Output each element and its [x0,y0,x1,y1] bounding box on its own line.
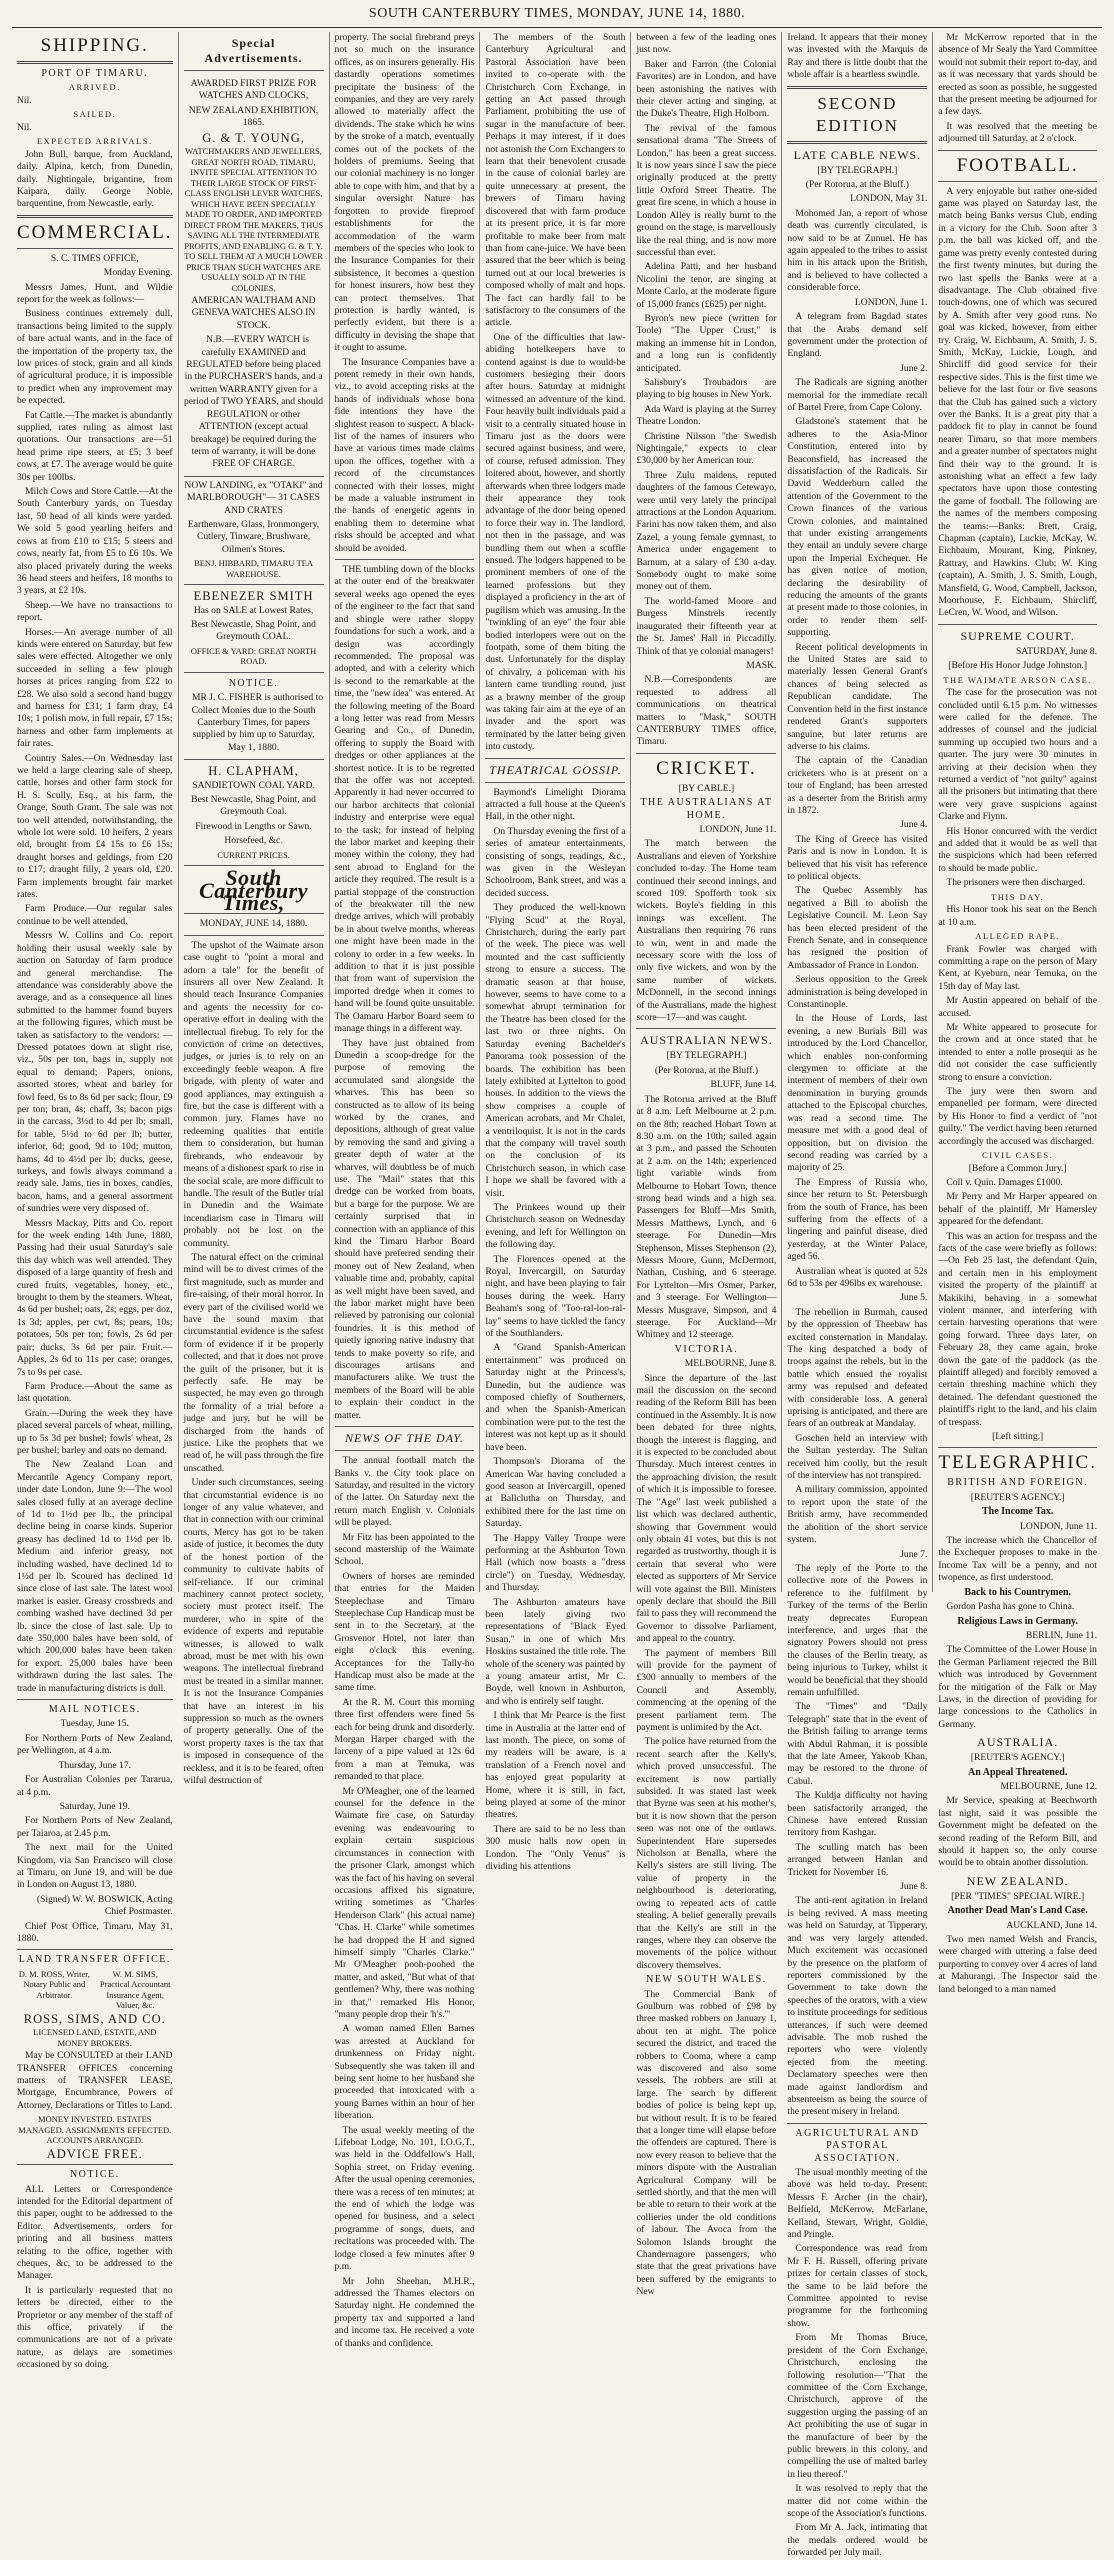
arrived-nil: Nil. [17,94,32,106]
vic-paragraph: The payment of members Bill will provide for the payment of £300 annually to members of the Council and Assembly, commencing at the opening of the present parliament term. The payment is unlimited by the Act. [636,1647,777,1733]
mail-sign-date: Chief Post Office, Timaru, May 31, 1880. [17,1920,173,1944]
cable-date: June 7. [900,1548,928,1560]
paragraph: It was resolved that the meeting be adjourned till Saturday, at 2 o'clock. [938,120,1097,145]
paragraph: Country Sales.—On Wednesday last we held a large clearing sale of sheep, cattle, horses and other farm stock for H. S. Scully, Esq., at his farm, the Orange, South Grant. The sale was not too well attended, notwithstanding, the whole lot were sold. 10 heifers, 2 years old, brought from £4 15s to £6 15s; draught horses and geldings, from £20 to £17; draught filly, 2 years old, £20. Farm implements brought fair market rates. [17,752,173,901]
divider [485,782,625,783]
telegram-paragraph: The Committee of the Lower House in the German Parliament rejected the Bill which was introduced by Government for the mitigation of the Falk or May Laws, in the direction of providing for large concessions to the Catholics in Germany. [938,1644,1097,1730]
football-heading: FOOTBALL. [956,154,1079,176]
theatre-item: They produced the well-known "Flying Scud" at the Royal, Christchurch, during the early part of the week. The piece was well mounted and the cast sufficiently strong to ensure a success. The dramatic season at that house, however, seems to have come to a somewhat abrupt termination for the Theatre has been closed for the last two or three nights. On Saturday evening Bachelder's Panorama took possession of the boards. The exhibition has been lately exhibited at Lyttelton to good houses. In addition to the views the show comprises a couple of American acrobats, and Mr Chalet, a ventriloquist. It is not in the cards that the company will travel south on the conclusion of its Christchurch season, in which case I hope we shall be favored with a visit. [485,902,626,1199]
paragraph: Milch Cows and Store Cattle.—At the South Canterbury yards, on Tuesday last, 50 head of all kinds were yarded. We sold 5 good yearling heifers and cows at from £10 to £15; 5 steers and cows, nearly fat, from £5 to £6 10s. We also placed privately during the weeks 36 head steers and heifers, 18 months to 3 years, at £2 10s. [17,486,173,597]
sc-before: [Before His Honor Judge Johnston.] [948,660,1088,672]
agricultural-heading: AGRICULTURAL AND PASTORAL ASSOCIATION. [795,2127,920,2164]
divider [787,2123,927,2124]
news-item: Mr Fitz has been appointed to the second mastership of the Waimate School. [334,1531,475,1568]
divider [938,1447,1097,1448]
ad-line: OFFICE & YARD: GREAT NORTH ROAD. [190,645,317,667]
cricket-sub: THE AUSTRALIANS AT HOME. [640,797,773,821]
news-item: Owners of horses are reminded that entries for the Maiden Steeplechase and Timaru Steeplechase Cup Handicap must be sent in to the Secretary, at the Grosvenor Hotel, not later than eight o'clock this evening. Acceptances for the Tally-ho Handicap must also be made at the same time. [334,1570,475,1694]
mail-line: Thursday, June 17. [58,1759,131,1771]
supreme-court-heading: SUPREME COURT. [960,628,1075,643]
sc-paragraph: The case for the prosecution was not concluded until 6.15 p.m. No witnesses were called for the defence. The addresses of counsel and the judicial summing up occupied two hours and a quarter. The jury were 30 minutes in arriving at their decision when they returned a verdict of "not guilty" against all the prisoners but intimating that there were very grave suspicions against Clarke and Flynn. [938,687,1097,823]
cable-item: The "Times" and "Daily Telegraph" state that in the event of the British failing to arrange terms with Abdul Rahman, it is possible that the late Ameer, Yakoob Khan, may be restored to the throne of Cabul. [787,1701,928,1787]
ad-line: Earthenware, Glass, Ironmongery, Cutlery, Tinware, Brushware, Oilmen's Stores. [187,518,320,555]
land-free: ADVICE FREE. [46,2146,143,2161]
land-right: W. M. SIMS, Practical Accountant Insurance Agent, Valuer, &c. [99,1968,171,2011]
paragraph: Christine Nilsson "the Swedish Nightingale," expects to clear £30,000 by her American tour. [636,430,777,467]
vic-date: MELBOURNE, June 8. [684,1358,777,1370]
australian-news-heading: AUSTRALIAN NEWS. [640,1033,773,1048]
paragraph: between a few of the leading ones just now. [636,32,777,56]
telegram-paragraph: Mr Service, speaking at Beechworth last night, said it was possible the Government might be defeated on the second reading of the Reform Bill, and should it happen so, the only course would be to obtain another dissolution. [938,1795,1097,1869]
new-zealand-heading: NEW ZEALAND. [966,1873,1069,1888]
reuter-line: [REUTER'S AGENCY.] [970,1491,1065,1503]
land-paragraph: May be CONSULTED at their LAND TRANSFER OFFICES concerning matters of TRANSFER LEASE, Mortgage, Encumbrance, Powers of Attorney, Declarations or Titles to Land. [17,2050,173,2111]
ad-paragraph: N.B.—EVERY WATCH is carefully EXAMINED and REGULATED before being placed in the PURCHASER'S hands, and a written WARRANTY given for a period of TWO YEARS, and should REGULATION or other ATTENTION (except actual breakage) be required during the term of warranty, it will be done FREE OF CHARGE. [183,334,324,470]
cable-item: A telegram from Bagdad states that the Arabs demand self government under the protection of England. [787,311,928,360]
column-1 [12,32,179,2371]
mail-line: Saturday, June 19. [59,1800,130,1812]
aus-date: BLUFF, June 14. [710,1079,777,1091]
cable-item: The Radicals are signing another memorial for the immediate recall of Bartel Frere, from Cape Colony. [787,377,928,413]
paragraph: The New Zealand Loan and Mercantile Agency Company report, under date London, June 9:—The wool sales closed fully at an average decline of 1d to 1½d per lb., the principal decline being in coarse kinds. Superior greasy has declined 1d to 1½d per lb. Medium and inferior greasy, not including washed, have declined 1d to 1½d per lb. Scoured has declined 1d since close of last sale. The latest wool market is easier. Greasy crossbreds and combing washed have declined 3d per lb. since the close of last sale. Up to date 350,000 bales have been sold, of which 200,000 bales have been taken for export. 25,000 bales have been withdrawn during the last sales. The trade in manufacturing districts is dull. [17,1459,173,1694]
theatre-item: I think that Mr Pearce is the first time in Australia at the latter end of last month. The piece, on some of my readers will be aware, is a translation of a French novel and has enjoyed great popularity at Home, where it is still, in fact, being played at some of the minor theatres. [485,1710,626,1821]
divider [636,753,776,754]
cable-date: June 4. [900,819,928,831]
ad-line: SANDIETOWN COAL YARD. [192,779,315,791]
hibbard-advert [184,477,324,585]
dm-date: AUCKLAND, June 14. [1006,1919,1097,1931]
column-2 [179,32,330,1786]
paragraph: Baker and Farron (the Colonial Favorites) are in London, and have been astonishing the natives with their clever acting and singing, at the Duke's Theatre, High Holborn. [636,58,777,120]
ad-line: BENJ. HIBBARD, TIMARU TEA WAREHOUSE. [194,558,313,579]
british-foreign-heading: BRITISH AND FOREIGN. [947,1477,1089,1489]
telegram-paragraph: The increase which the Chancellor of the Exchequer proposes to make in the Income Tax will be a penny, and not twopence, as first understood. [938,1535,1097,1584]
ad-paragraph: MR J. C. FISHER is authorised to Collect Monies due to the South Canterbury Times, for papers supplied by him up to Saturday, May 1, 1880. [191,692,324,753]
paragraph: Business continues extremely dull, transactions being limited to the supply of bare actual wants, and in the face of the importation of the property tax, the low prices of stock, grain and all kinds of agricultural produce, it is impossible to predict when any improvement may be expected. [17,308,173,407]
cable-item: The Kuldja difficulty not having been satisfactorily arranged, the Chinese have entered Russian territory from Kashgar. [787,1790,928,1839]
land-left: D. M. ROSS, Writer, Notary Public and Arbitrator. [18,1968,90,2000]
appeal-heading: An Appeal Threatened. [967,1766,1068,1778]
paragraph: The world-famed Moore and Burgess Minstrels recently inaugurated their fifteenth year at the St. James' Hall in Piccadilly. Think of that ye colonial managers! [636,595,777,657]
cable-item: Goschen held an interview with the Sultan yesterday. The Sultan received him coolly, but the result of the interview has not transpired. [787,1432,928,1482]
paragraph: Fat Cattle.—The market is abundantly supplied, rates ruling as almost last quotations. Our transactions are—51 head prime ripe steers, at £5; 3 beef cows, at £7. The average would be quite 30s per 100lbs. [17,409,173,483]
nameplate: South Canterbury Times, [199,865,308,915]
paragraph: Messrs Mackay, Pitts and Co. report for the week ending 14th June, 1880, Passing had their usual Saturday's sale this day which was well attended. They disposed of a large quantity of fresh and cured fruits, vegetables, honey, etc., brought to them by the steamers. Wheat, 4s 6d per bushel; oats, 2s; eggs, per doz, 1s 3d; apples, per cwt, 8s; pears, 10s; potatoes, 50s per ton; fowls, 2s 6d per pair; ducks, 3s 6d per pair. Fruit.—Apples, 2s 6d to 11s per case; oranges, 7s to 9s per case. [17,1217,173,1378]
sc-paragraph: Mr Austin appeared on behalf of the accused. [938,995,1097,1019]
clapham-advert [184,760,324,866]
sc-paragraph: Frank Fowler was charged with committing a rape on the person of Mary Kent, at Kyeburn, near Temuka, on the 15th day of May last. [938,943,1097,992]
leader-paragraph: Under such circumstances, seeing that circumstantial evidence is no longer of any value whatever, and that in connection with our criminal courts, Mercy has got to be taken aside of justice, it becomes the duty of the honest portion of the community to cultivate habits of self-reliance. If our criminal machinery cannot protect society, society must protect itself. The murderer, who in spite of the evidence of experts and reputable witnesses, is allowed to walk abroad, must be met with his own weapons. The intellectual firebrand must be treated in a similar manner. It is not the Insurance Companies that have an interest in his suppression so much as the owners of property generally. One of the worst property taxes is the tax that is imposed in consequence of the reckless, and it is to be feared, often wilful destruction of [183,1477,324,1786]
divider [17,2164,173,2165]
young-advert [184,75,324,477]
expected-text: John Bull, barque, from Auckland, daily. Alpina, ketch, from Dunedin, daily. Nightingale, brigantine, from Kaipara, daily. George Noble, barquentine, from Newcastle, early. [17,148,173,210]
sc-paragraph: The jury were then sworn and empanelled per formam, were directed by His Honor to find a verdict of "not guilty." The verdict having been returned accordingly the accused was discharged. [938,1085,1097,1147]
theatre-item: The Happy Valley Troupe were performing at the Ashburton Town Hall (which now boasts a "dress circle") on Tuesday, Wednesday, and Thursday. [485,1532,626,1594]
mail-heading: MAIL NOTICES. [48,1704,141,1716]
paragraph: They have just obtained from Dunedin a scoop-dredge for the purpose of removing the accumulated sand alongside the wharves. This has been so constructed as to allow of its being worked by the cranes, and depositions, although of great value by removing the sand and giving a greater depth of water at the wharves, will doubtless be of much use. The "Mail" states that this dredge can be worked from boats, but a barge for the purpose. We are certainly surprised that in connection with an appliance of this kind the Timaru Harbor Board should have preferred sending their money out of New Zealand, when valuable time and, probably, capital as well might have been saved, and the labor market might have been relieved by patronising our colonial foundries. It is this method of quietly ignoring native industry that tends to make poverty so rife, and discourages artisans and manufacturers alike. We trust the members of the Board will be able to explain their conduct in the matter. [334,1037,475,1421]
income-tax-heading: The Income Tax. [981,1506,1054,1518]
agri-paragraph: It was resolved to reply that the matter did not come within the scope of the Association's functions. [787,2483,928,2519]
reuter-line: [REUTER'S AGENCY.] [970,1752,1065,1764]
aus-via: (Per Rotorua, at the Bluff.) [654,1064,759,1076]
sc-paragraph: The prisoners were then discharged. [946,877,1086,889]
divider [17,61,173,64]
paragraph: Byron's new piece (written for Toole) "The Upper Crust," is making an immense hit in London, and a long run is confidently anticipated. [636,312,777,374]
cable-date: LONDON, June 1. [854,296,928,308]
commercial-heading: COMMERCIAL. [17,221,173,243]
divider [787,86,927,89]
ad-name: G. & T. YOUNG, [202,130,305,145]
it-date: LONDON, June 11. [1020,1520,1097,1532]
cable-item: The King of Greece has visited Paris and is now in London. It is believed that his visit has reference to political objects. [787,833,928,882]
dead-man-heading: Another Dead Man's Land Case. [947,1905,1088,1917]
cable-item: The captain of the Canadian cricketers who is at present on a tour of England, has been arrested as a deserter from the British army in 1872. [787,755,928,816]
divider [335,559,475,560]
mail-line: For Northern Ports of New Zealand, per Wellington, at 4 a.m. [17,1732,173,1757]
smith-advert [184,585,324,673]
leader-paragraph: The upshot of the Waimate arson case ought to "point a moral and adorn a tale" for the benefit of insurers all over New Zealand. It should teach Insurance Companies and agents the necessity for co-operative effort in dealing with the intellectual firebug. To rely for the conviction of crime on detectives, judges, or juries is to rely on an exceedingly feeble weapon. A fire brigade, with plenty of water and good appliances, may extinguish a fire, but the case is different with a common jury. Flames have no redeeming qualities that entitle them to consideration, but human firebrands, who endeavour by means of a dishonest spark to rise in the social scale, are more difficult to handle. The result of the Butler trial in Dunedin and the Waimate incendiarism case in Timaru will probably not be lost on the community. [183,939,324,1249]
divider [335,1450,475,1451]
theatre-item: The Ashburton amateurs have been lately giving two representations of "Black Eyed Susan," in one of which Mrs Hoskins sustained the title role. The whole of the scenery was painted by a young amateur artist, Mr C. Boyde, well known in Ashburton, and who is entirely self taught. [485,1596,626,1707]
cable-item: Gladstone's statement that he adheres to the Asia-Minor Constitution, entered into by Beaconsfield, has increased the dissatisfaction of the Radicals. Sir David Wedderburn called the attention of the Government to the Crown finances of the various Crown colonies, and maintained that under existing arrangements they entail an unduly severe charge upon the Imperial Exchequer. He has given notice of motion, declaring the desirability of reducing the amounts of the grants at present made to those colonies, in order to render them self-supporting. [787,416,928,639]
special-heading: Special Advertisements. [204,36,303,65]
paragraph: Horses.—An average number of all kinds were entered on Saturday, but few sales were effected. Altogether we only succeeded in selling a few plough horses at prices ranging from £22 to £28. We also sold a second hand buggy and harness for £31; 1 farm dray, £4 10s; 1 polish mow, in full repair, £7 15s; harness and other farm implements at fair rates. [17,626,173,750]
cable-date: June 5. [900,1292,928,1304]
victoria-heading: VICTORIA. [674,1343,739,1355]
nz-by: [PER "TIMES" SPECIAL WIRE.] [951,1890,1085,1902]
column-7 [933,32,1102,1995]
vic-paragraph: Since the departure of the last mail the discussion on the second reading of the Reform Bill has been continued in the Assembly. It is now been debated for three nights, though the interest is flagging, and it is expected to be concluded about Thursday. Much interest centres in the approaching division, the result of which it is impossible to foresee. The "Age" last week published a list which was declared authentic, showing that Government would only obtain 41 votes, but this is not regarded as trustworthy, though it is certain that several who were elected as supporters of Mr Service will vote against the Bill. Ministers openly declare that should the Bill fail to pass they will recommend the Governor to dissolve Parliament, and appeal to the country. [636,1372,777,1645]
office-line: S. C. TIMES OFFICE, [50,252,139,264]
issue-date: MONDAY, JUNE 14, 1880. [199,918,308,930]
masthead: SOUTH CANTERBURY TIMES, MONDAY, JUNE 14, 1880. [12,4,1102,28]
mail-line: For Northern Ports of New Zealand, per Taiaroa, at 2.45 p.m. [17,1815,173,1839]
cable-item: Mohomed Jan, a report of whose death was currently circulated, is now said to be at Zunuel. He has again appealed to the tribes to assist him in his attack upon the British, and is believed to have collected a considerable force. [787,207,928,294]
civil-cases-heading: CIVIL CASES. [982,1150,1054,1160]
ad-line: Best Newcastle, Shag Point, and Greymouth COAL. [191,618,316,643]
paragraph: Adelina Patti, and her husband Nicolini the tenor, are singing at Monte Carlo, at the moderate figure of 15,000 francs (£625) per night. [636,261,777,310]
news-item: Mr O'Meagher, one of the learned counsel for the defence in the Waimate fire case, on Saturday evening was endeavouring to explain certain suspicious circumstances in connection with the prisoner Clark, amongst which was the fact of his having on several occasions affixed his signature, writing sometimes as "Charles Henderson Clark" (his actual name) "Chas. H. Clarke" while sometimes he had dropped the H and signed himself simply "Charles Clarke." Mr O'Meagher pooh-poohed the matter, and asked, "But what of that gentlemen? Why, there was nothing in that," remarked His Honor, "many people drop their 'h's.'" [334,1785,475,2020]
expected-label: EXPECTED ARRIVALS. [36,136,153,147]
theatre-item: On Thursday evening the first of a series of amateur entertainments, consisting of songs, readings, &c., was given in the Wesleyan Schoolroom, Bank street, and was a decided success. [485,825,626,899]
cable-via: (Per Rotorua, at the Bluff.) [805,179,909,191]
sc-paragraph: This was an action for trespass and the facts of the case were briefly as follows:—On Feb 25 last, the defendant Quin, and certain men in his employment visited the property of the plaintiff at Makikihi, behaving in a somewhat violent manner, and interfering with certain harvesting operations that were going forward. Three days later, on February 28, they came again, broke down the gate of the paddock (as the plaintiff alleged) and forcibly removed a certain threshing machine which they detained. The defendant questioned the plaintiff's right to the land, and his claim of trespass. [938,1230,1097,1428]
theatre-item: The Prinkees wound up their Christchurch season on Wednesday evening, and left for Wellington on the following day. [485,1201,626,1251]
paragraph: Three Zulu maidens, reputed daughters of the famous Cetewayo, were until very lately the principal attractions at the London Aquarium. Farini has now taken them, and also Zazel, a young female gymnast, to America under engagement to Barnum, at a salary of £30 a-day. Somebody ought to make some money out of them. [636,469,777,593]
news-item: At the R. M. Court this morning three first offenders were fined 5s each for being drunk and disorderly. Morgan Harper charged with the larceny of a pipe valued at 12s 6d from a man at Temuka, was remanded to that place. [334,1696,475,1783]
ad-line: NEW ZEALAND EXHIBITION, 1865. [188,104,319,129]
paragraph: Salisbury's Troubadors are playing to big houses in New York. [636,376,777,401]
paragraph: Farm Produce.—Our regular sales continue to be well attended. [17,903,173,927]
divider [787,141,927,144]
cable-item: Recent political developments in the United States are said to materially lessen General Grant's chances of being selected as Republican candidate. The Convention held in the first instance rendered Grant's supporters sanguine, but later returns are adverse to his claims. [787,641,928,752]
land-sub: LICENSED LAND, ESTATE, AND MONEY BROKERS. [33,2027,157,2048]
ad-line: Has on SALE at Lowest Rates, [193,604,314,616]
divider [17,1699,173,1700]
cable-item: In the House of Lords, last evening, a new Burials Bill was introduced by the Lord Chancellor, which enables non-conforming clergymen to officiate at the interment of members of their own denomination in burying grounds attached to the Episcopal churches, was read a second time. The measure met with a good deal of opposition, but on division the second reading was carried by a majority of 25. [787,1013,928,1174]
cricket-paragraph: The match between the Australians and eleven of Yorkshire concluded to-day. The Home team continued their second innings, and scored 109. Spofforth took six wickets. Boyle's fielding in this innings was excellent. The Australians then requiring 76 runs to win, went in and made the necessary score with the loss of only five wickets, and won by the same number of wickets. McDonnell, in the second innings of the Australians, made the highest score—17—and was caught. [636,838,777,1024]
cable-date: LONDON, May 31. [850,193,928,205]
column-5 [631,32,782,2298]
ad-line: Horsefeed, &c. [224,835,283,847]
divider [335,1426,475,1427]
mask-signature: MASK. [746,659,777,671]
divider [17,1949,173,1950]
ad-line: AMERICAN WALTHAM AND GENEVA WATCHES ALSO IN STOCK. [191,295,316,331]
agri-paragraph: Correspondence was read from Mr F. H. Russell, offering private prizes for certain classes of stock, the same to be laid before the Committee appointed to revise programme for the forthcoming show. [787,2243,928,2329]
paragraph: The members of the South Canterbury Agricultural and Pastoral Association have been invited to co-operate with the Christchurch Corn Exchange, in getting an Act passed through Parliament, prohibiting the use of sugar in the manufacture of beer. Perhaps it may interest, if it does not astonish the Corn Exchangers to learn that their benevolent crusade in the cause of colonial barley are quite unnecessary at present, the brewers of Timaru having discovered that with farm produce at its present price, it is far more profitable to make beer from malt than from cane-juice. We have been assured that the beer which is being turned out at our local breweries is composed wholly of malt and hops. The fact can hardly fail to be satisfactory to the consumers of the article. [485,32,626,329]
sc-paragraph: His Honor concurred with the verdict and added that it would be as well that the suspicions which had been referred to should be made public. [938,825,1097,874]
news-item: The usual weekly meeting of the Lifeboat Lodge, No. 101, I.O.G.T., was held in the Oddfellow's Hall, Sophia street, on Friday evening. After the usual opening ceremonies, there was a recess of ten minutes; at the end of which the lodge was opened for business, and a select programme of songs, duets, and recitations was proceeded with. The lodge closed a few minutes after 9 p.m. [334,2124,475,2273]
paragraph: THE tumbling down of the blocks at the outer end of the breakwater several weeks ago opened the eyes of the engineer to the fact that sand and shingle were rather sloppy foundations for such a work, and a design was accordingly recommended. The proposal was adopted, and with a celerity which is second to the remarkable at the time, the "new idea" was entered. At the following meeting of the Board a long letter was read from Messrs Gearing and Co., of Dunedin, offering to supply the Board with dredges or other appliances at the shortest notice. It is to be regretted that the offer was not accepted. Apparently it had never occurred to our harbor architects that colonial industry and enterprise were equal to the task; for instead of helping the labor market and keeping their money within the colony, they had sent abroad to England for the article they required. The result is a partial stoppage of the construction of the breakwater till the new dredge arrives, which will probably be in about twelve months, whereas one might have been made in the colony to order in a few weeks. In addition to that it is just possible that from want of supervision the imported dredge when it comes to hand will be found quite unsuitable. The Oamaru Harbor Board seem to manage things in a different way. [334,564,475,1035]
cable-item: The anti-rent agitation in Ireland is being revived. A mass meeting was held on Saturday, at Tipperary, and was very largely attended. Much excitement was occasioned by the presence on the platform of reporters commissioned by the Government to take down the speeches of the orators, with a view to institute proceedings for seditious utterances, if such were deemed advisable. The mob rushed the reporters who were violently ejected from the meeting. Declamatory speeches were then made against landlordism and absenteeism as being the source of the present misery in Ireland. [787,1895,928,2118]
divider [184,935,324,936]
ad-line: Best Newcastle, Shag Point, and Greymouth Coal. [191,794,316,818]
divider [485,758,625,759]
cable-heading: LATE CABLE NEWS. [793,147,922,162]
agri-paragraph: From Mr A. Jack, intimating that the medals ordered would be forwarded per July mail. [787,2522,928,2559]
columns [12,32,1102,2559]
football-paragraph: A very enjoyable but rather one-sided game was played on Saturday last, the match being Banks versus Club, ending in a victory for the Club. Soon after 3 p.m. the ball was kicked off, and the game was pretty evenly contested during the first twenty minutes, but during the two last spells the Banks were at a disadvantage. The Club obtained five touch-downs, one of which was secured by A. Smith after very good runs. No goal was kicked, however, from either try. Craig, W. Eichbaum, A. Smith, J. S. Smith, McKay, Luckie, Lough, and Shircliff did good service for their respective sides. This is the first time we believe for the last four or five seasons that the Club has gained such a victory over the Banks. It is a great pity that a paddock fit to play in cannot be found nearer Timaru, so that more members and a greater number of spectators might find their way to the ground. It is astonishing what an effect a few lady spectators have upon those contesting the game of football. The following are the names of the members composing the teams:—Banks: Brett, Craig, Chapman (captain), Luckie, McKay, W. Eichbaum, Mourant, King, Pinkney, Rattray, and Hawkins. Club: W. King (captain), A. Smith, J. S. Smith, Lough, Mansfield, G. Wood, Campbell, Jackson, Moorhouse, F. Eichbaum, Shircliff, LeCren, W. Wood, and Wilson. [938,185,1097,619]
cable-item: The reply of the Porte to the collective note of the Powers in reference to the fulfilment by Turkey of the terms of the Berlin treaty deprecates European interference, and urges that the signatory Powers should not press the clauses of the Berlin treaty, as being injurious to Turkey, whilst it would be beneficial that they should remain unfulfilled. [787,1562,928,1698]
notice-paragraph: ALL Letters or Correspondence intended for the Editorial department of this paper, ought to be addressed to the Editor. Advertisements, orders for printing and all business matters relating to the office, together with cheques, &c, to be addressed to the Manager. [17,2183,173,2282]
agri-paragraph: From Mr Thomas Bruce, president of the Corn Exchange, Christchurch, enclosing the following resolution—"That the committee of the Corn Exchange, Christchurch, approve of the suggestion urging the passing of an Act prohibiting the use of sugar in the manufacture of beer by the public brewers in this colony, and compelling the use of malted barley in lieu thereof." [787,2332,928,2480]
news-item: A woman named Ellen Barnes was arrested at Auckland for drunkenness on Friday night. Subsequently she was taken ill and being sent home to her husband she proceeded that intoxicated with a young Barnes within an hour of her liberation. [334,2023,475,2122]
theatre-item: A "Grand Spanish-American entertainment" was produced on Saturday night at the Princess's, Dunedin, but the audience was composed chiefly of Southerners, and when the Spanish-American combination were put to the test the interest was not kept up as it should have been. [485,1342,626,1453]
nsw-heading: NEW SOUTH WALES. [646,1974,767,1986]
column-4 [480,32,631,1873]
rl-date: BERLIN, June 11. [1025,1629,1097,1641]
telegram-paragraph: Two men named Welsh and Francis, were charged with uttering a false deed purporting to convey over 4 acres of land at Mahurangi. The Inspector said the land belonged to a man named [938,1934,1097,1995]
divider [184,70,324,71]
notice-heading: NOTICE. [228,677,279,689]
alleged-rape-heading: ALLEGED RAPE. [975,931,1061,941]
divider [17,248,173,249]
fisher-notice [184,673,324,760]
leader-paragraph: The natural effect on the criminal mind will be to divest crimes of the first magnitude, such as murder and fire-raising, of their moral horror. In every part of the civilised world we have the sound maxim that circumstantial evidence is the safest form of evidence if it be properly collected, and that it does not prove the guilt of the prisoner, but it is perfectly safe. He may be suspected, he may even go through the formality of a trial before a judge and jury, but he will be discharged from the hands of justice. Like the prophets that we read of, he will pass through the fire unscathed. [183,1251,324,1474]
divider [938,181,1097,182]
cricket-by: [BY CABLE.] [678,782,735,794]
cable-item: The rebellion in Burmah, caused by the oppression of Theebaw has excited consternation in Mandalay. The king despatched a body of troops against the rebels, but in the battle which ensued the royalist army was repulsed and defeated with considerable loss. A general uprising is anticipated, and there are fears of an outbreak at Mandalay. [787,1306,928,1430]
theatre-item: The Florences opened at the Royal, Invercargill, on Saturday night, and have been playing to fair houses during the week. Harry Beaham's song of "Too-ral-loo-ral-lay" seems to have tickled the fancy of the Southlanders. [485,1253,626,1340]
paragraph: The Insurance Companies have a potent remedy in their own hands, viz., to avoid accepting risks at the hands of individuals whose bona fide intentions they have the slightest reason to suspect. A black-list of the names of insurers who have at various times made claims upon the offices, together with a record of the circumstances connected with their losses, might be made a valuable instrument in the hands of energetic agents in enabling them to determine what risks should be accepted and what should be avoided. [334,356,475,554]
paragraph: Sheep.—We have no transactions to report. [17,599,173,624]
sc-paragraph: His Honor took his seat on the Bench at 10 a.m. [938,904,1097,928]
land-names [17,1969,173,2011]
cricket-heading: CRICKET. [656,757,757,779]
paragraph: One of the difficulties that law-abiding hotelkeepers have to contend against is due to would-be customers besieging their doors after hours. Saturday at midnight witnessed an adventure of the kind. Four heavily built individuals paid a visit to a centrally situated house in Timaru just as the doors were secured against business, and were, of course, refused admission. They loitered about, however, and shortly afterwards when three lodgers made their appearance they took advantage of the door being opened to force their way in. The landlord, not then in the passage, and was bundling them out when a scuffle ensued. The lodgers happened to be prominent members of one of the learned professions but they displayed a proficiency in the art of pugilism which was amusing. In the "twinkling of an eye" the four able bodied interlopers were out on the footpath, some of them biting the dust. Unfortunately for the display of chivalry, a policeman with his lantern came trundling round, just as a brawny member of the group was taking fair aim at the eye of an invader and the sport was terminated by the latter being given into custody. [485,331,626,753]
land-foot: MONEY INVESTED. ESTATES MANAGED. ASSIGNMENTS EFFECTED. ACCOUNTS ARRANGED. [18,2114,172,2146]
countrymen-heading: Back to his Countrymen. [964,1586,1072,1598]
theatre-item: There are said to be no less than 300 music halls now open in London. The "Only Venus" is dividing his attentions [485,1823,626,1873]
australia-heading: AUSTRALIA. [977,1735,1059,1750]
arrived-label: ARRIVED. [68,82,121,93]
telegraphic-heading: TELEGRAPHIC. [938,1452,1097,1474]
sc-paragraph: Mr White appeared to prosecute for the crown and at once stated that he intended to enter a nolle prosequi as he did not consider the case sufficiently strong to ensure a conviction. [938,1021,1097,1083]
sc-paragraph: Mr Perry and Mr Harper appeared on behalf of the plaintiff, Mr Hamersley appeared for the defendant. [938,1191,1097,1228]
ad-line: WATCHMAKERS AND JEWELLERS, GREAT NORTH ROAD, TIMARU, INVITE SPECIAL ATTENTION TO THEIR LARGE STOCK OF FIRST-CLASS ENGLISH LEVER WATCHES, WHICH HAVE BEEN SPECIALLY MADE TO ORDER, AND IMPORTED DIRECT FROM THE MAKERS, THUS SAVING ALL THE INTERMEDIATE PROFITS, AND ENABLING G. & T. Y. TO SELL THEM AT A MUCH LOWER PRICE THAN SUCH WATCHES ARE USUALLY SOLD AT IN THE COLONIES. [183,146,324,293]
paragraph: Mr McKerrow reported that in the absence of Mr Sealy the Yard Committee would not submit their report to-day, and as it was necessary that yards should be erected as soon as possible, he suggested that the present meeting be adjourned for a few days. [938,32,1097,118]
divider [17,215,173,218]
paragraph: Ada Ward is playing at the Surrey Theatre London. [636,403,777,428]
shipping-heading: SHIPPING. [40,35,149,56]
cable-item: The sculling match has been arranged between Hanlan and Trickett for November 16. [787,1841,928,1878]
cable-by: [BY TELEGRAPH.] [817,164,898,176]
cricket-date: LONDON, June 11. [699,823,777,835]
sailed-nil: Nil. [17,121,32,133]
divider [938,150,1097,151]
mail-signed: (Signed) W. W. BOSWICK, Acting Chief Postmaster. [36,1893,173,1918]
divider [636,1028,776,1029]
cable-item: The Empress of Russia who, since her return to St. Petersburgh from the south of France, has been suffering from the effects of a lingering and painful disease, died yesterday, at the Winter Palace, aged 56. [787,1176,928,1263]
sailed-label: SAILED. [73,109,117,120]
divider [938,624,1097,625]
ad-name: EBENEZER SMITH [193,589,314,604]
land-heading: LAND TRANSFER OFFICE. [18,1954,171,1966]
column-3 [330,32,481,2349]
ad-line: NOW LANDING, ex "OTAKI" and MARLBOROUGH"— 31 CASES AND CRATES [184,479,323,516]
column-6 [782,32,933,2559]
this-day-heading: THIS DAY. [991,891,1045,902]
cable-item: The Quebec Assembly has negatived a Bill to abolish the Legislative Council. M. Leon Say has been elected president of the French Senate, and in consequence has resigned the position of Ambassador of France in London. [787,885,928,971]
paragraph: Messrs W. Collins and Co. report holding their ususal weekly sale by auction on Saturday of farm produce and general merchandise. The attendance was considerably above the average, and as a consequence all lines submitted to the hammer found buyers at the following figures, which must be taken as satisfactory to the vendors: —Dressed potatoes down at slight rise, viz., 50s per ton, bags in, supply not equal to demand; Papers, onions, assorted stores, wheat and barley for fowl feed, 6s to 8s 6d per sack; flour, £9 per ton; bran, 4s; chaff, 3s; bacon pigs in the carcass, 3½d to 4d per lb; small, for table, 5½d to 6d per lb; butter, inferior, 6d; good, 9d to 10d; mutton, hams, 4d to 4½d per lb; ducks, geese, turkeys, and fowls always command a ready sale. Jams, ties in boxes, candles, bacon, hams, and a general assortment of sundries were very disposed of. [17,930,173,1215]
paragraph: Messrs James, Hunt, and Wildie report for the week as follows:— [17,281,173,305]
sc-case: THE WAIMATE ARSON CASE. [943,674,1092,685]
news-item: Mr John Sheehan, M.H.R., addressed the Thames electors on Saturday night. He condemned the property tax and supported a land and income tax. He received a vote of thanks and confidence. [334,2275,475,2349]
ad-name: H. CLAPHAM, [208,764,299,779]
cc-before: [Before a Common Jury.] [968,1162,1067,1174]
ad-line: AWARDED FIRST PRIZE FOR WATCHES AND CLOCKS, [190,78,317,102]
ad-line: Firewood in Lengths or Sawn. [195,820,312,832]
mask-note: N.B.—Correspondents are requested to address all communications on theatrical matters to "Mask," SOUTH CANTERBURY TIMES office, Timaru. [636,674,777,748]
paragraph: Ireland. It appears that their money was invested with the Marquis de Ray and there is little doubt that the whole affair is a heartless swindle. [787,32,928,81]
notice-paragraph: It is particularly requested that no letters be directed, either to the Proprietor or any member of the staff of this office, privately if the communications are not of a private nature, as delays are sometimes occasioned by so doing. [17,2284,173,2371]
cc-case: Coll v. Quin. Damages £1000. [946,1176,1063,1188]
theatre-item: Thompson's Diorama of the American War having concluded a good season at Invercargill, opened at Ballclutha on Thursday, and exhibited there for the last time on Saturday. [485,1456,626,1530]
left-sitting: [Left sitting.] [992,1431,1044,1443]
paragraph: Farm Produce.—About the same as last quotation. [17,1380,173,1405]
aus-by: [BY TELEGRAPH.] [666,1050,747,1062]
theatrical-heading: THEATRICAL GOSSIP. [489,762,622,777]
paragraph: Grain.—During the week they have placed several parcels of wheat, milling, up to 5s 3d per bushel; fowls' wheat, 2s per bushel; barley and oats no demand. [17,1407,173,1456]
mail-line: For Australian Colonies per Tararua, at 4 p.m. [17,1774,173,1798]
cable-item: Australian wheat is quoted at 52s 6d to 53s per 496lbs ex warehouse. [787,1265,928,1289]
nsw-paragraph: The Commercial Bank of Goulburn was robbed of £98 by three masked robbers on January 1, about ten at night. The police secured the district, and traced the robbers to Cooma, where a camp was discovered and also some vessels. The robbers are still at large. The search by different bodies of police is being kept up, but without result. It is to be feared that a longer time will elapse before the offenders are captured. There is now every reason to believe that the minors dispute with the Australian Agricultural Company will be settled shortly, and that the men will be able to return to their work at the collieries under the old conditions of labour. The Avoca from the Solomon Islands brought the Chandernagore passengers, who state that the great privations have been suffered by the emigrants to New [636,1988,777,2298]
religious-laws-heading: Religious Laws in Germany. [957,1615,1078,1627]
notice-heading: NOTICE. [69,2169,120,2181]
evening-line: Monday Evening. [103,267,173,279]
paragraph: The revival of the famous sensational drama "The Streets of London," has been a great success. It is now years since I saw the piece originally produced at the pretty little Oxford Street Theatre. The great fire scene, in which a house in London Alley is really burnt to the ground on the stage, is marvellously like the real thing, and is now more successful than ever. [636,122,777,258]
aus-paragraph: The Rotorua arrived at the Bluff at 8 a.m. Left Melbourne at 2 p.m. on the 8th; reached Hobart Town at 8.30 a.m. on the 10th; sailed again at 3 p.m., and passed the Schouten at 2 a.m. on the 14th; experienced light variable winds from Melbourne to Hobart Town, thence strong head winds and a high sea. Passengers for Bluff—Mrs Smith, Messrs Matthews, Lynch, and 6 steerage. For Dunedin—Mrs Stephenson, Misses Stephenson (2), Messrs Moore, Gunn, McDermott, Nathan, Cushing, and 6 steerage. For Lyttelton—Mrs Osmer, Parker, and 3 steerage. For Wellington—Messrs Musgrave, Simpson, and 4 steerage. For Auckland—Mr Whitney and 12 steerage. [636,1093,777,1341]
land-firm: ROSS, SIMS, AND CO. [23,2011,166,2026]
cable-date: June 8. [900,1881,928,1893]
paragraph: property. The social firebrand preys not so much on the insurance offices, as on insurers generally. His dastardly operations sometimes precipitate the business of the companies, and they are very rarely allowed to materially affect the dividends. The stake which he wins by the stroke of a match, eventually comes out of the pockets of the holders of premiums. Seeing that our colonial machinery is no longer able to cope with him, and that by a singular oversight Nature has forgotten to provide fireproof establishments for the accommodation of the warm members of the species who look to the Insurance Companies for their subsistence, it becomes a question for honest insurers, how best they can protect themselves. That protection is hardly wanted, is perfectly evident, but there is a difficulty in devising the shape that it ought to assume. [334,32,475,354]
telegram-paragraph: Gordon Pasha has gone to China. [946,1601,1075,1613]
cable-item: A military commission, appointed to report upon the state of the British army, have recommended the abolition of the short service system. [787,1484,928,1546]
news-item: The annual football match the Banks v. the City took place on Saturday, and resulted in the victory of the latter. On Saturday next the return match English v. Colonials will be played. [334,1455,475,1529]
ap-date: MELBOURNE, June 12. [1000,1780,1097,1792]
second-edition-heading: SECOND EDITION [815,93,899,135]
cable-item: Serious opposition to the Greek administration is being developed in Constantinople. [787,974,928,1011]
sc-date: SATURDAY, June 8. [1015,645,1097,657]
vic-paragraph: The police have returned from the recent search after the Kelly's, which proved unsuccessful. The excitement is now partially subsided. It was stated last week that Byrne was seen at his mother's, but it is now shown that the person seen was not one of the outlaws. Superintendent Hare supersedes Nicholson at Benalla, where the Kelly's sisters are still living. The value of property in the neighbourhood is deteriorating, owing to repeated acts of cattle stealing. A belief generally prevails that the Kelly's are still in the ranges, where they can observe the movements of the police without discovery themselves. [636,1736,777,1971]
agri-paragraph: The usual monthly meeting of the above was held to-day. Present: Messrs F. Archer (in the chair), Belfield, McKerrow, McFarlane, Kelland, Stewart, Wright, Goldie, and Pringle. [787,2167,928,2241]
news-heading: NEWS OF THE DAY. [345,1431,464,1446]
theatre-item: Baymond's Limelight Diorama attracted a full house at the Queen's Hall, in the other night. [485,786,626,823]
cable-date: June 2. [900,362,928,374]
mail-paragraph: The next mail for the United Kingdom, via San Francisco will close at Timaru, on June 19, and will be due in London on August 13, 1880. [17,1842,173,1891]
mail-line: Tuesday, June 15. [60,1718,129,1730]
ad-line: CURRENT PRICES. [217,849,290,860]
port-heading: PORT OF TIMARU. [41,68,149,79]
